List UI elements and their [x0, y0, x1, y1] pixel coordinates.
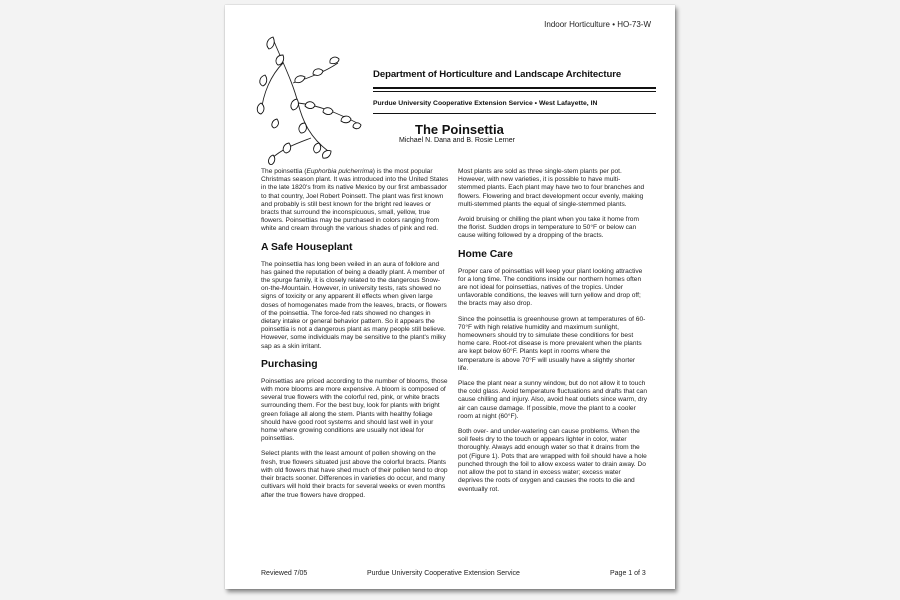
authors: Michael N. Dana and B. Rosie Lerner — [399, 137, 515, 144]
purchasing-paragraph-2: Select plants with the least amount of pollen showing on the fresh, true flowers situated just above the colorful bracts. Plants with old flowers that have shed much of their pollen tend to drop their bracts sooner. Differences in varieties do occur, and many cultivars will hold their bracts for several weeks or even months after the true flowers have dropped. — [261, 450, 448, 499]
safe-houseplant-paragraph: The poinsettia has long been veiled in an aura of folklore and has gained the reputation of being a deadly plant. A member of the spurge family, it is closely related to the dangerous Snow-on-the-Mountain. However, in university tests, rats showed no signs of toxicity or any apparent ill effects when given large doses of homogenates made from the leaves, bracts, or flowers of the poinsettia. The force-fed rats showed no changes in dietary intake or general behavior pattern. So it appears the poinsettia is not a dangerous plant as many people still believe. However, some individuals may be sensitive to the plant's milky sap as a skin irritant. — [261, 260, 447, 350]
bruising-paragraph: Avoid bruising or chilling the plant when you take it home from the florist. Sudden drops in temperature to 50°F or below can cause wilting followed by a dropping of the bracts. — [458, 216, 639, 240]
home-care-paragraph-2: Since the poinsettia is greenhouse grown at temperatures of 60-70°F with high relative humidity and maximum sunlight, homeowners should try to simulate these conditions for best home care. Root-rot disease is more prevalent when the plants are kept below 60°F. Plants kept in rooms where the temperature is above 70°F will usually have a slightly shorter life. — [458, 315, 646, 372]
home-care-paragraph-1: Proper care of poinsettias will keep your plant looking attractive for a long time. The conditions inside our northern homes often are not ideal for poinsettias, natives of the tropics. Under unfavorable conditions, the leaves will turn yellow and drop off; the bracts may also drop. — [458, 267, 643, 308]
intro-paragraph — [261, 168, 449, 234]
document-page — [225, 5, 675, 589]
home-care-paragraph-4: Both over- and under-watering can cause problems. When the soil feels dry to the touch or appears lighter in color, water thoroughly. Always add enough water so that it drains from the pot (Figure 1). Pots that are wrapped with foil should have a hole punched through the foil to allow excess water to drain away. Do not allow the pot to stand in excess water; excess water deprives the roots of oxygen and causes the roots to die and eventually rot. — [458, 428, 647, 493]
document-title: The Poinsettia — [415, 122, 504, 137]
purchasing-paragraph-1: Poinsettias are priced according to the number of blooms, those with more blooms are more expensive. A bloom is composed of several true flowers with the colorful red, pink, or white bracts surrounding them. For the best buy, look for plants with bright green foliage all along the stem. Plants with healthy foliage should have good root systems and should last well in your home where growing conditions are usually not ideal for poinsettias. — [261, 377, 448, 443]
header-rule-thin — [373, 91, 656, 92]
stems-paragraph: Most plants are sold as three single-stem plants per pot. However, with new varieties, it is possible to have multi-stemmed plants. Each plant may have two to four branches and flowers. Flowering and bract development occur evenly, making multi-stemmed plants the equal of single-stemmed plants. — [458, 168, 645, 208]
header-rule-bottom — [373, 113, 656, 114]
series-code: Indoor Horticulture • HO-73-W — [544, 20, 651, 29]
heading-purchasing: Purchasing — [261, 358, 318, 370]
intro-text-start: The poinsettia ( — [261, 168, 307, 175]
ivy-leaf-illustration-icon — [253, 33, 365, 165]
intro-text-rest: ) is the most popular Christmas season plant. It was introduced into the United States in the late 1820's from its native Mexico by our first ambassador to that country, Joel Robert Poinsett. The plant was first known and probably is still best known for the bright red leaves or bracts that surround the inconspicuous, small, yellow, true flowers. Poinsettias may be purchased in colors ranging from white and cream through the various shades of pink and red. — [261, 168, 449, 233]
extension-service-line: Purdue University Cooperative Extension Service • West Lafayette, IN — [373, 100, 598, 107]
footer-publisher: Purdue University Cooperative Extension Service — [367, 570, 520, 577]
footer-page-number: Page 1 of 3 — [610, 570, 646, 577]
heading-home-care: Home Care — [458, 248, 513, 260]
footer-reviewed-date: Reviewed 7/05 — [261, 570, 308, 577]
heading-safe-houseplant: A Safe Houseplant — [261, 241, 353, 253]
department-name: Department of Horticulture and Landscape Architecture — [373, 69, 622, 80]
left-column — [261, 168, 449, 507]
right-column — [458, 168, 647, 501]
home-care-paragraph-3: Place the plant near a sunny window, but do not allow it to touch the cold glass. Avoid temperature fluctuations and drafts that can cause chilling and injury. Also, avoid heat outlets since warm, dry air can cause damage. If possible, move the plant to a cooler room at night (60°F). — [458, 380, 648, 420]
header-rule-thick — [373, 87, 656, 89]
latin-name: Euphorbia pulcherrima — [306, 168, 373, 175]
